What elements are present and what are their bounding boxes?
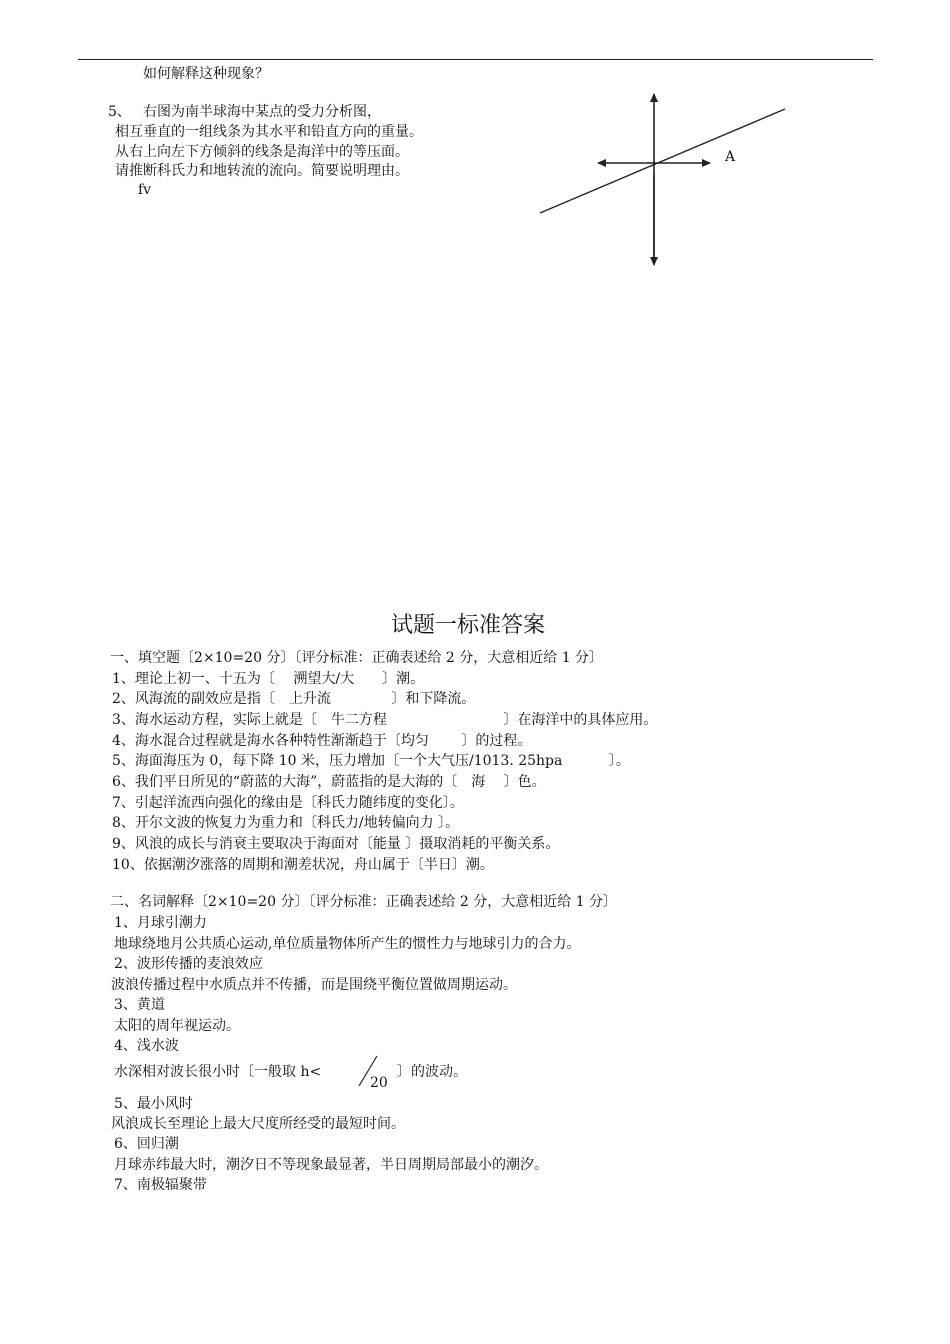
def-5: 风浪成长至理论上最大尺度所经受的最短时间。 <box>111 1116 405 1132</box>
sec2-heading: 二、名词解释〔2×10=20 分〕〔评分标准：正确表述给 2 分，大意相近给 1 分〕 <box>110 894 618 910</box>
fill-item-1: 1、理论上初一、十五为〔 溯望大/大 〕潮。 <box>112 671 425 687</box>
fill-item-7: 7、引起洋流西向强化的缘由是〔科氏力随纬度的变化〕。 <box>112 795 464 811</box>
def-4-part-b: 〕的波动。 <box>397 1064 467 1080</box>
label-a: A <box>725 149 736 165</box>
prev-question-tail: 如何解释这种现象？ <box>143 66 269 82</box>
fill-item-6: 6、我们平日所见的“蔚蓝的大海”，蔚蓝指的是大海的〔 海 〕色。 <box>112 774 546 790</box>
q5-number: 5、 <box>108 104 131 120</box>
def-4-fraction-denominator: 20 <box>370 1075 388 1091</box>
term-7: 7、南极辐聚带 <box>114 1177 207 1193</box>
fill-item-2: 2、风海流的副效应是指〔 上升流 〕和下降流。 <box>112 691 476 707</box>
term-3: 3、黄道 <box>114 997 165 1013</box>
def-6: 月球赤纬最大时，潮汐日不等现象最显著，半日周期局部最小的潮汐。 <box>114 1157 548 1173</box>
fill-item-10: 10、依据潮汐涨落的周期和潮差状况，舟山属于〔半日〕潮。 <box>112 857 494 873</box>
fill-item-4: 4、海水混合过程就是海水各种特性渐渐趋于〔均匀 〕的过程。 <box>112 733 532 749</box>
def-3: 太阳的周年视运动。 <box>114 1018 240 1034</box>
fill-item-8: 8、开尔文波的恢复力为重力和〔科氏力/地转偏向力 〕。 <box>112 815 460 831</box>
q5-line-3: 从右上向左下方倾斜的线条是海洋中的等压面。 <box>115 144 409 160</box>
fill-item-3: 3、海水运动方程，实际上就是〔 牛二方程 〕在海洋中的具体应用。 <box>112 712 658 728</box>
term-6: 6、回归潮 <box>114 1136 179 1152</box>
q5-line-1: 右图为南半球海中某点的受力分析图， <box>143 104 381 120</box>
force-diagram <box>530 85 800 275</box>
fill-item-5: 5、海面海压为 0，每下降 10 米，压力增加〔一个大气压/1013. 25hpa 〕。 <box>112 753 630 769</box>
term-2: 2、波形传播的麦浪效应 <box>114 956 263 972</box>
isobaric-surface-line <box>540 109 785 213</box>
def-2: 波浪传播过程中水质点并不传播，而是围绕平衡位置做周期运动。 <box>111 977 517 993</box>
fill-item-9: 9、风浪的成长与消衰主要取决于海面对〔能量 〕摄取消耗的平衡关系。 <box>112 836 560 852</box>
header-rule <box>78 59 873 60</box>
q5-line-2: 相互垂直的一组线条为其水平和铅直方向的重量。 <box>115 124 423 140</box>
term-1: 1、月球引潮力 <box>114 915 207 931</box>
def-1: 地球绕地月公共质心运动,单位质量物体所产生的惯性力与地球引力的合力。 <box>114 936 581 952</box>
term-4: 4、浅水波 <box>114 1038 179 1054</box>
def-4-part-a: 水深相对波长很小时〔一般取 h< <box>114 1064 322 1080</box>
q5-line-5: fv <box>138 182 152 198</box>
answers-title: 试题一标准答案 <box>391 613 546 638</box>
q5-line-4: 请推断科氏力和地转流的流向。简要说明理由。 <box>115 163 409 179</box>
sec1-heading: 一、填空题〔2×10=20 分〕〔评分标准：正确表述给 2 分，大意相近给 1 分〕 <box>110 650 604 666</box>
term-5: 5、最小风时 <box>114 1096 193 1112</box>
